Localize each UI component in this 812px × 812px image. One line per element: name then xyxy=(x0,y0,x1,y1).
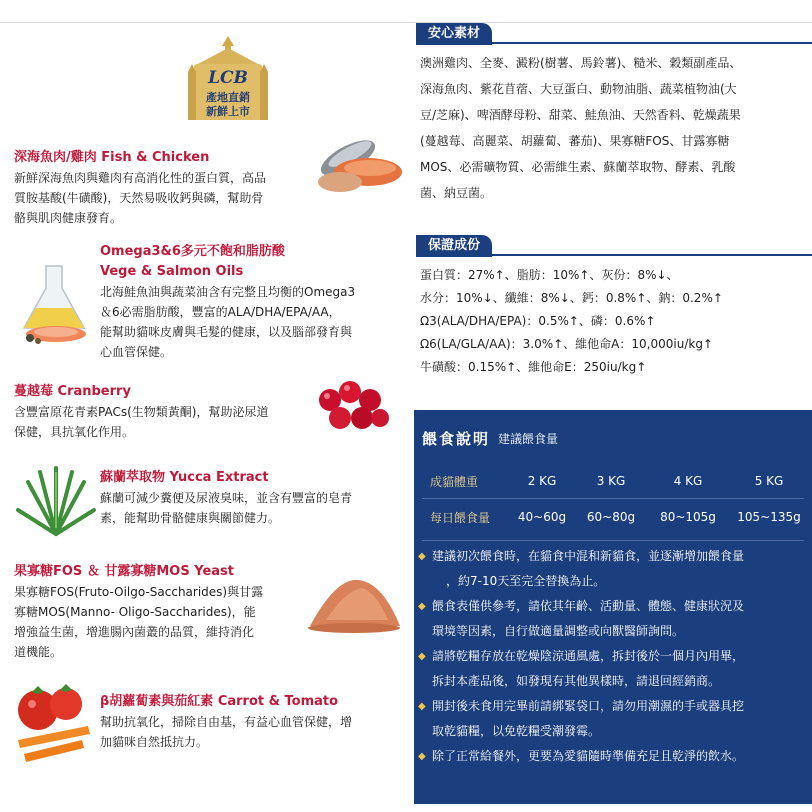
fish-chicken-image xyxy=(310,128,408,200)
note-line: 除了正常給餐外，更要為愛貓隨時準備充足且乾淨的飲水。 xyxy=(432,749,745,763)
feeding-subtitle: 建議餵食量 xyxy=(498,431,559,446)
ingredient-desc-line: 北海鮭魚油與蔬菜油含有完整且均衡的Omega3 xyxy=(100,285,356,299)
note-line: ，約7-10天至完全替換為止。 xyxy=(446,574,606,588)
note-item xyxy=(418,544,810,594)
oil-flask-salmon-image xyxy=(16,262,96,346)
note-line: 餵食表僅供參考，請依其年齡、活動量、體態、健康狀況及 xyxy=(432,599,745,613)
safe-line: (蔓越莓、高麗菜、胡蘿蔔、蕃茄)、果寡糖FOS、甘露寡糖 xyxy=(420,134,730,148)
logo-line-2: 新鮮上市 xyxy=(206,105,250,118)
ingredient-desc-line: 骼與肌肉健康發育。 xyxy=(14,211,123,225)
note-line: 建議初次餵食時，在貓食中混和新貓食，並逐漸增加餵食量 xyxy=(432,549,745,563)
safe-line: 菌、納豆菌。 xyxy=(420,186,493,200)
ingredient-fish-chicken xyxy=(14,148,314,228)
guarantee-line: 水分：10%↓、纖維：8%↓、鈣：0.8%↑、鈉：0.2%↑ xyxy=(420,291,723,305)
ingredient-title: 果寡糖FOS ＆ 甘露寡糖MOS Yeast xyxy=(14,564,234,579)
note-line: 請將乾糧存放在乾燥陰涼通風處，拆封後於一個月內用畢， xyxy=(432,649,745,663)
ingredient-desc-line: 保健，具抗氧化作用。 xyxy=(14,425,135,439)
table-row-weight xyxy=(414,464,812,498)
ingredient-desc-line: 寡糖MOS(Manno- Oligo-Saccharides)，能 xyxy=(14,605,256,619)
note-item xyxy=(418,694,810,744)
ingredient-title-en: Vege & Salmon Oils xyxy=(100,264,244,279)
ingredient-yucca xyxy=(100,468,404,528)
feeding-notes xyxy=(418,544,810,769)
ingredient-desc-line: 新鮮深海魚肉與雞肉有高消化性的蛋白質，高品 xyxy=(14,171,267,185)
lcb-logo xyxy=(178,34,278,124)
ingredient-desc-line: 心血管保健。 xyxy=(100,345,173,359)
weight-cell: 5 KG xyxy=(754,474,784,488)
guarantee-line: 牛磺酸：0.15%↑、維他命E：250iu/kg↑ xyxy=(420,360,647,374)
guarantee-line: 蛋白質：27%↑、脂肪：10%↑、灰份：8%↓、 xyxy=(420,268,679,282)
guarantee-list xyxy=(420,264,808,379)
ingredient-cranberry xyxy=(14,382,314,442)
note-item xyxy=(418,644,810,694)
weight-cell: 2 KG xyxy=(527,474,557,488)
ingredient-desc-line: 含豐富原花青素PACs(生物類黃酮)，幫助泌尿道 xyxy=(14,405,269,419)
safe-ingredients-heading xyxy=(416,22,812,44)
amount-cell: 105~135g xyxy=(737,510,801,524)
diamond-bullet-icon: ◆ xyxy=(418,551,426,562)
logo-line-1: 產地直銷 xyxy=(206,91,250,104)
note-item xyxy=(418,744,810,769)
table-divider xyxy=(422,540,804,541)
table-divider xyxy=(422,498,804,499)
row-label-amount: 每日餵食量 xyxy=(430,510,491,525)
safe-line: 澳洲雞肉、全麥、澱粉(樹薯、馬鈴薯)、糙米、穀類副產品、 xyxy=(420,56,742,70)
logo-brand: LCB xyxy=(208,68,248,88)
ingredient-desc-line: ＆6必需脂肪酸，豐富的ALA/DHA/EPA/AA， xyxy=(100,305,341,319)
amount-cell: 80~105g xyxy=(660,510,716,524)
weight-cell: 4 KG xyxy=(673,474,703,488)
feeding-header xyxy=(422,426,558,450)
safe-ingredients-list xyxy=(420,50,808,206)
feeding-panel xyxy=(414,410,812,804)
ingredient-title: 蘇蘭萃取物 Yucca Extract xyxy=(100,470,269,485)
amount-cell: 60~80g xyxy=(586,510,636,524)
ingredient-title: 深海魚肉/雞肉 Fish & Chicken xyxy=(14,150,210,165)
safe-line: 深海魚肉、紫花苜蓿、大豆蛋白、動物油脂、蔬菜植物油(大 xyxy=(420,82,737,96)
feeding-table xyxy=(414,456,812,544)
ingredient-desc-line: 質胺基酸(牛磺酸)，天然易吸收鈣與磷，幫助骨 xyxy=(14,191,264,205)
yeast-powder-image xyxy=(306,574,404,634)
guarantee-line: Ω6(LA/GLA/AA)：3.0%↑、維他命A：10,000iu/kg↑ xyxy=(420,337,713,351)
guarantee-line: Ω3(ALA/DHA/EPA)：0.5%↑、磷：0.6%↑ xyxy=(420,314,656,328)
note-line: 取乾貓糧，以免乾糧受潮發霉。 xyxy=(432,724,601,738)
guarantee-tag: 保證成份 xyxy=(416,235,492,257)
ingredient-desc-line: 果寡糖FOS(Fruto-Oilgo-Saccharides)與甘露 xyxy=(14,585,264,599)
amount-cell: 40~60g xyxy=(517,510,567,524)
weight-cell: 3 KG xyxy=(596,474,626,488)
diamond-bullet-icon: ◆ xyxy=(418,601,426,612)
ingredient-title: Omega3&6多元不飽和脂肪酸 xyxy=(100,244,285,259)
ingredient-title: 蔓越莓 Cranberry xyxy=(14,384,131,399)
diamond-bullet-icon: ◆ xyxy=(418,701,426,712)
row-label-weight: 成貓體重 xyxy=(430,474,479,489)
ingredient-desc-line: 能幫助貓咪皮膚與毛髮的健康，以及腦部發育與 xyxy=(100,325,353,339)
ingredient-desc-line: 道機能。 xyxy=(14,645,63,659)
table-row-amount xyxy=(414,500,812,534)
safe-ingredients-tag: 安心素材 xyxy=(416,23,492,45)
yucca-plant-image xyxy=(14,458,98,538)
ingredient-title: β胡蘿蔔素與茄紅素 Carrot & Tomato xyxy=(100,694,339,709)
safe-line: 豆/芝麻)、啤酒酵母粉、甜菜、鮭魚油、天然香料、乾燥蔬果 xyxy=(420,108,741,122)
note-line: 拆封本產品後，如發現有其他異樣時，請退回經銷商。 xyxy=(432,674,721,688)
diamond-bullet-icon: ◆ xyxy=(418,751,426,762)
note-line: 環境等因素，自行做適量調整或向獸醫師詢問。 xyxy=(432,624,685,638)
ingredient-fos-mos xyxy=(14,562,314,662)
note-item xyxy=(418,594,810,644)
ingredient-omega xyxy=(100,242,404,362)
safe-line: MOS、必需礦物質、必需維生素、蘇蘭萃取物、酵素、乳酸 xyxy=(420,160,736,174)
guarantee-heading xyxy=(416,234,812,256)
ingredient-desc-line: 幫助抗氧化，掃除自由基，有益心血管保健，增 xyxy=(100,715,353,729)
ingredient-desc-line: 增強益生菌，增進腸內菌叢的品質，維持消化 xyxy=(14,625,255,639)
note-line: 開封後未食用完畢前請綁緊袋口，請勿用潮濕的手或器具挖 xyxy=(432,699,745,713)
ingredient-desc-line: 加貓咪自然抵抗力。 xyxy=(100,735,209,749)
ingredient-desc-line: 蘇蘭可減少糞便及尿液臭味，並含有豐富的皂青 xyxy=(100,491,353,505)
carrot-tomato-image xyxy=(10,682,98,764)
cranberry-image xyxy=(314,378,392,436)
ingredient-desc-line: 素，能幫助骨骼健康與關節健力。 xyxy=(100,511,281,525)
feeding-title: 餵食說明 xyxy=(422,429,491,448)
ingredient-carrot-tomato xyxy=(100,692,404,752)
diamond-bullet-icon: ◆ xyxy=(418,651,426,662)
